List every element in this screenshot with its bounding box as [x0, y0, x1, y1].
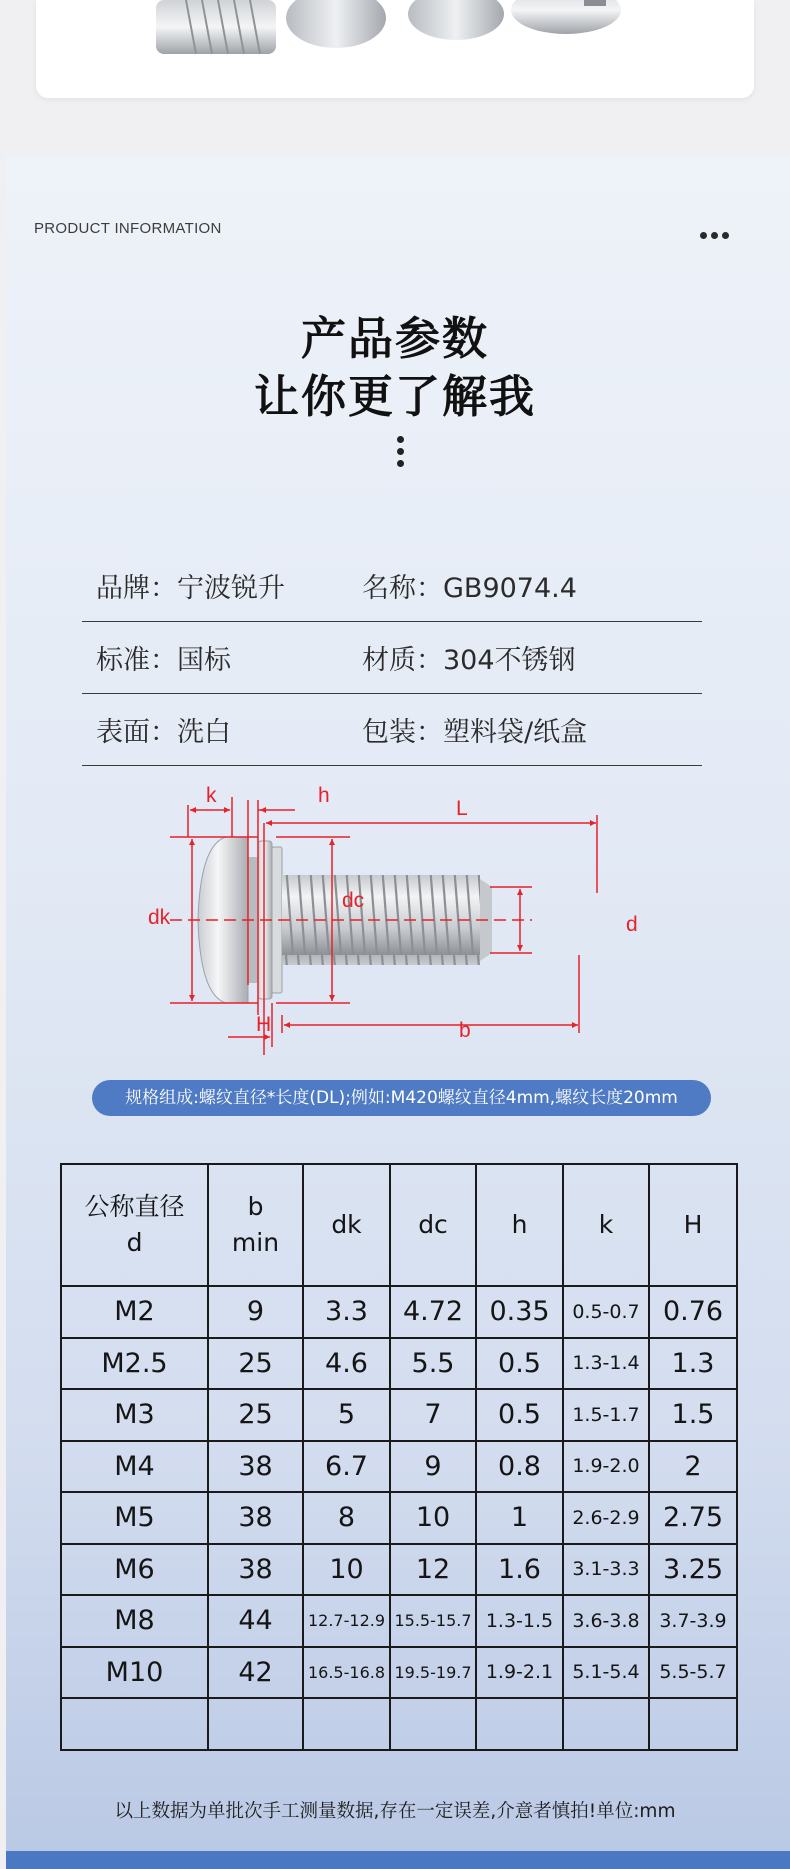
table-cell: 38 [208, 1544, 303, 1596]
table-cell: 9 [208, 1286, 303, 1338]
table-cell: 15.5-15.7 [390, 1595, 476, 1647]
table-cell: 12 [390, 1544, 476, 1596]
spec-material: 材质：304不锈钢 [362, 645, 576, 676]
section-label: PRODUCT INFORMATION [34, 220, 222, 237]
table-cell: 42 [208, 1647, 303, 1699]
table-row [61, 1544, 737, 1596]
page-title: 产品参数 [300, 312, 489, 365]
table-cell: M5 [61, 1492, 208, 1544]
col-header-d: 公称直径 d [61, 1164, 208, 1286]
table-cell: 0.8 [476, 1441, 563, 1493]
table-cell: M4 [61, 1441, 208, 1493]
table-cell [303, 1698, 390, 1750]
table-cell: M6 [61, 1544, 208, 1596]
table-cell: 0.5-0.7 [563, 1286, 649, 1338]
table-cell [476, 1698, 563, 1750]
screw-dimension-diagram [140, 775, 660, 1065]
spec-format-note: 规格组成:螺纹直径*长度(DL);例如:M420螺纹直径4mm,螺纹长度20mm [92, 1080, 711, 1116]
table-cell: 9 [390, 1441, 476, 1493]
table-cell: M8 [61, 1595, 208, 1647]
table-cell: 38 [208, 1492, 303, 1544]
dimension-table [60, 1163, 738, 1751]
table-cell: 1.6 [476, 1544, 563, 1596]
table-cell: 38 [208, 1441, 303, 1493]
table-cell: 3.7-3.9 [649, 1595, 737, 1647]
col-header-h: h [476, 1164, 563, 1286]
table-cell: 5.5-5.7 [649, 1647, 737, 1699]
spec-row [82, 622, 702, 694]
table-cell: 5.5 [390, 1338, 476, 1390]
table-cell: 3.25 [649, 1544, 737, 1596]
label-k: k [206, 784, 217, 807]
page-subtitle: 让你更了解我 [253, 370, 536, 423]
table-cell: 1.5-1.7 [563, 1389, 649, 1441]
table-cell: 2 [649, 1441, 737, 1493]
table-row [61, 1595, 737, 1647]
table-cell: 25 [208, 1389, 303, 1441]
table-cell: 0.76 [649, 1286, 737, 1338]
measurement-disclaimer: 以上数据为单批次手工测量数据,存在一定误差,介意者慎拍!单位:mm [114, 1801, 676, 1822]
table-cell: 16.5-16.8 [303, 1647, 390, 1699]
table-row [61, 1389, 737, 1441]
spec-row [82, 694, 702, 766]
spec-standard: 标准：国标 [96, 645, 231, 676]
table-cell: 4.72 [390, 1286, 476, 1338]
table-cell: 19.5-19.7 [390, 1647, 476, 1699]
table-cell: 7 [390, 1389, 476, 1441]
label-H: H [256, 1013, 272, 1036]
table-cell: 1 [476, 1492, 563, 1544]
table-cell: 0.5 [476, 1338, 563, 1390]
table-cell [61, 1698, 208, 1750]
table-row [61, 1441, 737, 1493]
table-cell: 3.1-3.3 [563, 1544, 649, 1596]
table-cell: 2.75 [649, 1492, 737, 1544]
table-cell [390, 1698, 476, 1750]
col-header-dk: dk [303, 1164, 390, 1286]
table-cell [208, 1698, 303, 1750]
table-cell: 1.3-1.4 [563, 1338, 649, 1390]
table-cell [649, 1698, 737, 1750]
table-cell: 1.3-1.5 [476, 1595, 563, 1647]
label-L: L [456, 797, 468, 820]
table-cell: 1.9-2.0 [563, 1441, 649, 1493]
table-cell: M2 [61, 1286, 208, 1338]
col-header-dc: dc [390, 1164, 476, 1286]
label-b: b [459, 1019, 471, 1042]
table-cell: 44 [208, 1595, 303, 1647]
table-cell: M10 [61, 1647, 208, 1699]
col-header-b: b min [208, 1164, 303, 1286]
spec-packaging: 包装：塑料袋/纸盒 [362, 717, 588, 748]
table-cell: M3 [61, 1389, 208, 1441]
table-row-empty [61, 1698, 737, 1750]
product-photo [36, 0, 754, 98]
table-cell: 2.6-2.9 [563, 1492, 649, 1544]
table-cell: 5.1-5.4 [563, 1647, 649, 1699]
table-cell: 5 [303, 1389, 390, 1441]
table-cell [563, 1698, 649, 1750]
table-row [61, 1647, 737, 1699]
table-cell: 0.5 [476, 1389, 563, 1441]
table-cell: 10 [390, 1492, 476, 1544]
label-d: d [626, 913, 638, 936]
table-cell: 12.7-12.9 [303, 1595, 390, 1647]
col-header-H: H [649, 1164, 737, 1286]
table-cell: 10 [303, 1544, 390, 1596]
table-cell: 1.5 [649, 1389, 737, 1441]
next-section-banner [6, 1851, 790, 1869]
col-header-k: k [563, 1164, 649, 1286]
table-cell: 1.9-2.1 [476, 1647, 563, 1699]
label-dk: dk [148, 906, 171, 929]
table-cell: 25 [208, 1338, 303, 1390]
more-horizontal-icon [700, 224, 733, 243]
table-cell: M2.5 [61, 1338, 208, 1390]
table-cell: 4.6 [303, 1338, 390, 1390]
table-row [61, 1286, 737, 1338]
table-row [61, 1338, 737, 1390]
more-vertical-icon [397, 436, 405, 472]
table-header-row [61, 1164, 737, 1286]
label-h: h [318, 784, 330, 807]
label-dc: dc [342, 889, 365, 912]
table-cell: 6.7 [303, 1441, 390, 1493]
spec-name: 名称：GB9074.4 [362, 573, 577, 604]
table-cell: 0.35 [476, 1286, 563, 1338]
table-cell: 8 [303, 1492, 390, 1544]
table-row [61, 1492, 737, 1544]
table-cell: 3.3 [303, 1286, 390, 1338]
spec-row [82, 550, 702, 622]
table-cell: 1.3 [649, 1338, 737, 1390]
table-cell: 3.6-3.8 [563, 1595, 649, 1647]
spec-brand: 品牌：宁波锐升 [96, 573, 285, 604]
product-photo-card [36, 0, 754, 98]
spec-surface: 表面：洗白 [96, 717, 231, 748]
